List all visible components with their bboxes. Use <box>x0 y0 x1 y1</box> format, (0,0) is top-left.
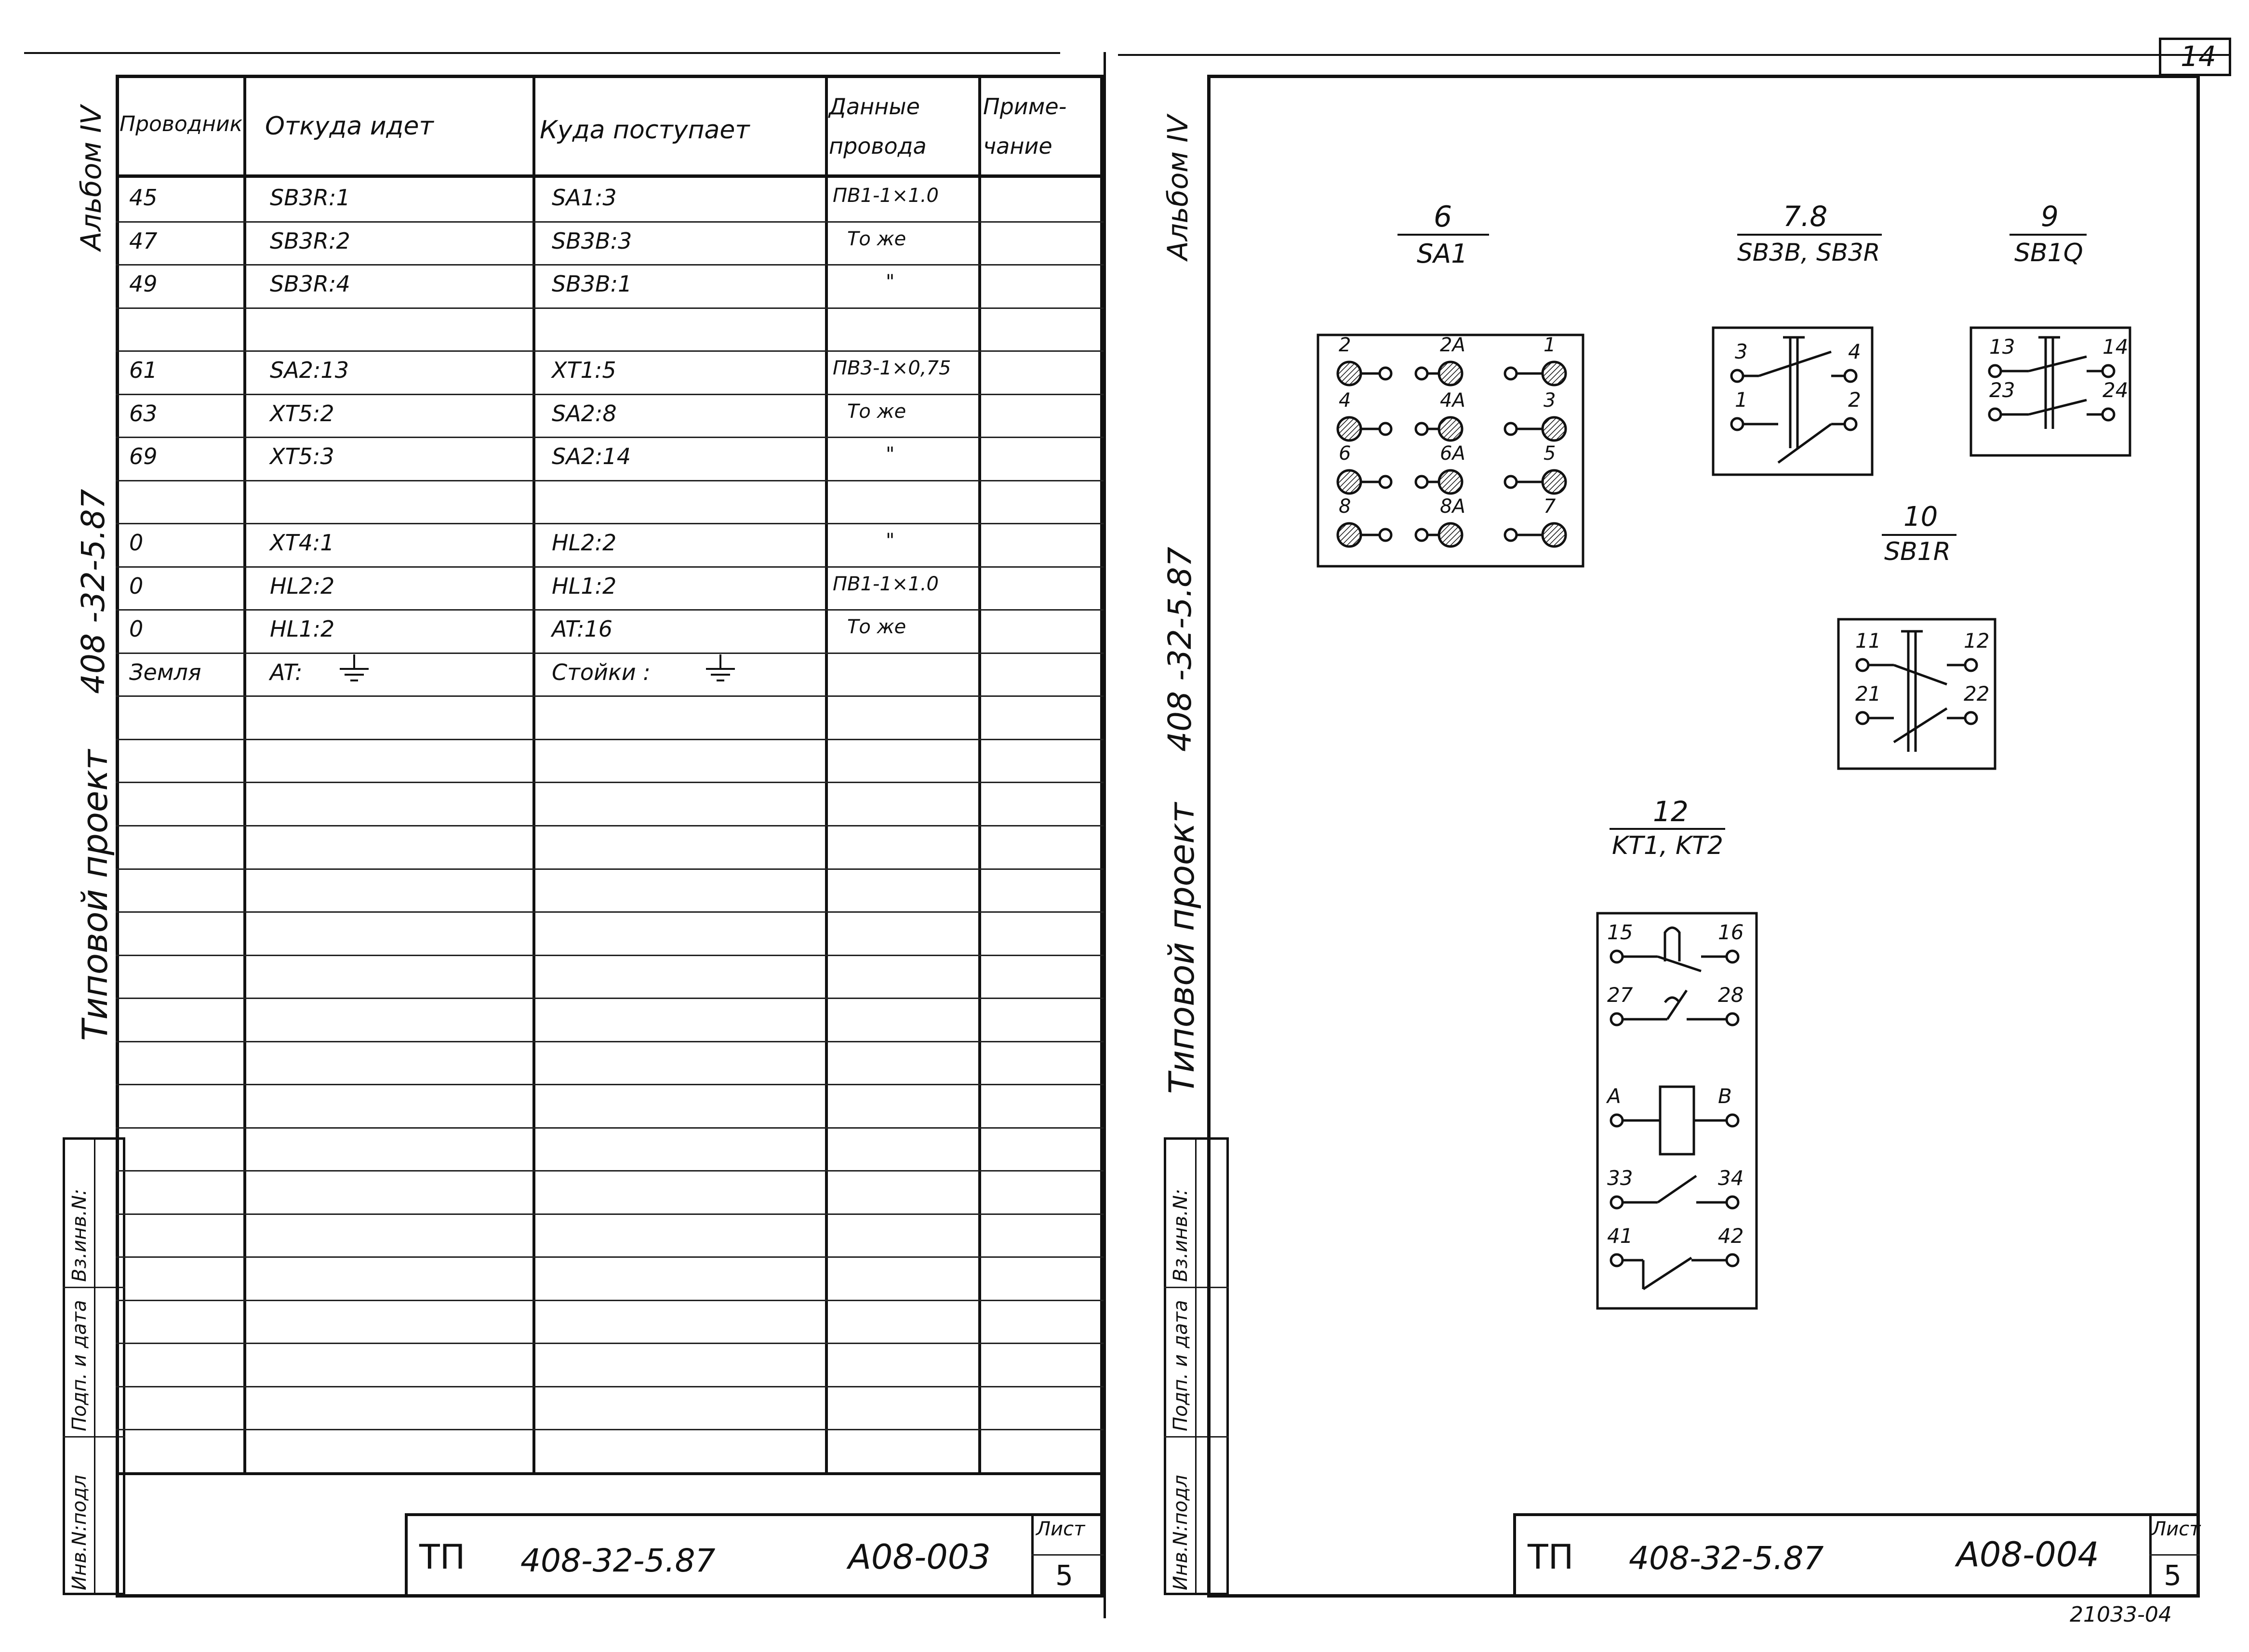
terminal-icon <box>1505 529 1517 541</box>
col-header-to: Куда поступает <box>540 116 750 145</box>
terminal-icon <box>1505 423 1517 435</box>
terminal-label: 14 <box>2103 335 2129 359</box>
terminal-label: 23 <box>1989 378 2015 402</box>
terminal-icon <box>1965 659 1977 671</box>
table-cell: 63 <box>129 400 158 426</box>
terminal-label: 8A <box>1440 495 1465 518</box>
top-sheet-number: 14 <box>2181 40 2216 73</box>
table-cell: 69 <box>129 443 158 469</box>
left-side-label-inv: Инв.N:подл <box>68 1475 91 1590</box>
table-cell: SB3B:1 <box>552 271 632 297</box>
device-78-num: 7.8 <box>1783 200 1828 233</box>
terminal-label: 27 <box>1607 983 1633 1007</box>
terminal-icon <box>1989 409 2001 420</box>
right-side-label-inv: Инв.N:подл <box>1170 1475 1192 1590</box>
table-cell: " <box>886 271 895 293</box>
table-cell: " <box>886 443 895 466</box>
col-header-from: Откуда идет <box>265 112 434 141</box>
left-stamp-prefix: ТП <box>419 1537 466 1577</box>
terminal-label: 2 <box>1848 388 1861 412</box>
table-cell: SB3R:1 <box>270 185 350 211</box>
terminal-icon <box>1505 368 1517 379</box>
terminal-icon <box>2103 365 2114 377</box>
terminal-icon <box>1416 368 1427 379</box>
right-margin-album: Альбом IV <box>1161 115 1194 260</box>
terminal-label: 3 <box>1735 340 1748 363</box>
terminal-icon <box>1845 370 1856 382</box>
terminal-label: 2A <box>1440 334 1465 356</box>
terminal-icon <box>1727 1115 1738 1126</box>
terminal-icon <box>1727 1254 1738 1266</box>
terminal-label: А <box>1607 1084 1621 1108</box>
table-cell: AT:16 <box>552 616 613 642</box>
terminal-label: 6A <box>1440 442 1465 465</box>
table-cell: HL2:2 <box>270 573 335 599</box>
left-margin-project: Типовой проект <box>75 749 115 1041</box>
device-9-num: 9 <box>2041 200 2059 233</box>
table-cell: Стойки : <box>552 659 651 685</box>
table-cell: То же <box>847 616 906 638</box>
terminal-icon <box>1727 1197 1738 1208</box>
table-cell: ПВ3-1×0,75 <box>833 357 951 379</box>
right-side-label-vz: Вз.инв.N: <box>1170 1188 1192 1282</box>
terminal-label: 6 <box>1339 442 1351 465</box>
hatched-terminal-icon <box>1338 417 1361 440</box>
terminal-label: 4 <box>1848 340 1861 363</box>
table-cell: SA2:13 <box>270 357 349 383</box>
table-cell: HL1:2 <box>552 573 617 599</box>
terminal-icon <box>1611 951 1623 962</box>
hatched-terminal-icon <box>1543 523 1566 546</box>
device-6-num: 6 <box>1434 200 1452 234</box>
table-cell: 49 <box>129 271 158 297</box>
terminal-icon <box>1727 1013 1738 1025</box>
table-cell: SA1:3 <box>552 185 617 211</box>
table-cell: 0 <box>129 573 144 599</box>
device-12-num: 12 <box>1653 795 1689 828</box>
table-cell: XT5:3 <box>270 443 334 469</box>
terminal-icon <box>1731 418 1743 430</box>
terminal-icon <box>1416 476 1427 488</box>
hatched-terminal-icon <box>1338 470 1361 493</box>
table-cell: То же <box>847 228 906 250</box>
right-stamp-sheet-label: Лист <box>2152 1518 2201 1540</box>
terminal-icon <box>1611 1115 1623 1126</box>
terminal-icon <box>1857 712 1868 724</box>
device-12-ref: KT1, KT2 <box>1612 831 1723 860</box>
table-cell: 61 <box>129 357 158 383</box>
device-6-ref: SA1 <box>1417 239 1468 269</box>
terminal-icon <box>1611 1013 1623 1025</box>
terminal-icon <box>1857 659 1868 671</box>
terminal-label: 33 <box>1607 1166 1633 1190</box>
table-cell: 45 <box>129 185 158 211</box>
terminal-label: 42 <box>1718 1224 1744 1248</box>
terminal-icon <box>1380 368 1391 379</box>
terminal-icon <box>1989 365 2001 377</box>
terminal-icon <box>1845 418 1856 430</box>
table-cell: HL1:2 <box>270 616 335 642</box>
terminal-icon <box>1611 1197 1623 1208</box>
col-header-wire-data: Данные провода <box>829 93 927 159</box>
terminal-icon <box>1965 712 1977 724</box>
terminal-label: 4 <box>1339 389 1351 412</box>
table-cell: SA2:8 <box>552 400 617 426</box>
terminal-label: 5 <box>1544 442 1556 465</box>
table-cell: ПВ1-1×1.0 <box>833 573 939 595</box>
left-margin-code: 408 -32-5.87 <box>75 489 112 694</box>
terminal-icon <box>1731 370 1743 382</box>
table-cell: SA2:14 <box>552 443 631 469</box>
right-stamp-sheet: 5 <box>2164 1559 2182 1592</box>
terminal-label: В <box>1718 1084 1732 1108</box>
device-10-ref: SB1R <box>1884 537 1951 566</box>
table-cell: " <box>886 530 895 552</box>
col-header-conductor: Проводник <box>120 112 243 136</box>
left-margin-album: Альбом IV <box>75 105 107 251</box>
table-cell: Земля <box>129 659 201 685</box>
hatched-terminal-icon <box>1439 523 1462 546</box>
device-78-ref: SB3B, SB3R <box>1737 239 1880 266</box>
terminal-label: 1 <box>1735 388 1748 412</box>
device-kt-box <box>1597 913 1757 1308</box>
table-cell: SB3B:3 <box>552 228 632 254</box>
table-cell: 47 <box>129 228 158 254</box>
table-cell: XT1:5 <box>552 357 616 383</box>
left-stamp-sheet-label: Лист <box>1036 1518 1085 1540</box>
device-10-num: 10 <box>1903 501 1938 533</box>
terminal-label: 1 <box>1544 334 1556 356</box>
terminal-label: 7 <box>1544 495 1556 518</box>
left-stamp-sheet: 5 <box>1055 1559 1073 1592</box>
terminal-label: 15 <box>1607 920 1633 944</box>
col-header-note: Приме-чание <box>983 93 1067 159</box>
terminal-label: 21 <box>1855 682 1881 706</box>
terminal-icon <box>1416 423 1427 435</box>
terminal-label: 28 <box>1718 983 1744 1007</box>
terminal-label: 41 <box>1607 1224 1633 1248</box>
terminal-label: 11 <box>1855 629 1881 653</box>
table-cell: XT5:2 <box>270 400 334 426</box>
device-9-ref: SB1Q <box>2014 239 2083 267</box>
terminal-icon <box>1727 951 1738 962</box>
table-cell: SB3R:4 <box>270 271 350 297</box>
table-cell: SB3R:2 <box>270 228 350 254</box>
table-cell: AT: <box>270 659 303 685</box>
left-side-label-sign: Подп. и дата <box>68 1300 91 1431</box>
table-cell: То же <box>847 400 906 423</box>
right-margin-code: 408 -32-5.87 <box>1161 546 1198 752</box>
right-stamp-code: 408-32-5.87 <box>1629 1540 1824 1577</box>
left-stamp-code: 408-32-5.87 <box>520 1542 716 1579</box>
right-stamp-doc: А08-004 <box>1956 1535 2099 1574</box>
terminal-label: 2 <box>1339 334 1351 356</box>
terminal-icon <box>1380 529 1391 541</box>
hatched-terminal-icon <box>1439 417 1462 440</box>
terminal-icon <box>1380 423 1391 435</box>
terminal-label: 13 <box>1989 335 2015 359</box>
terminal-label: 24 <box>2103 378 2129 402</box>
coil-icon <box>1660 1087 1694 1154</box>
left-side-label-vz: Вз.инв.N: <box>68 1188 91 1282</box>
hatched-terminal-icon <box>1338 523 1361 546</box>
bottom-right-code: 21033-04 <box>2070 1602 2172 1627</box>
left-stamp-doc: А08-003 <box>848 1537 991 1577</box>
terminal-icon <box>1416 529 1427 541</box>
terminal-label: 16 <box>1718 920 1744 944</box>
table-cell: ПВ1-1×1.0 <box>833 185 939 207</box>
hatched-terminal-icon <box>1543 417 1566 440</box>
hatched-terminal-icon <box>1543 470 1566 493</box>
terminal-icon <box>2103 409 2114 420</box>
hatched-terminal-icon <box>1338 362 1361 385</box>
hatched-terminal-icon <box>1543 362 1566 385</box>
terminal-label: 34 <box>1718 1166 1744 1190</box>
hatched-terminal-icon <box>1439 362 1462 385</box>
right-side-label-sign: Подп. и дата <box>1170 1300 1192 1431</box>
table-cell: 0 <box>129 530 144 556</box>
terminal-label: 8 <box>1339 495 1351 518</box>
terminal-icon <box>1611 1254 1623 1266</box>
table-cell: HL2:2 <box>552 530 617 556</box>
terminal-icon <box>1380 476 1391 488</box>
terminal-label: 12 <box>1964 629 1990 653</box>
terminal-icon <box>1505 476 1517 488</box>
right-stamp-prefix: ТП <box>1528 1537 1574 1577</box>
terminal-label: 22 <box>1964 682 1990 706</box>
table-cell: 0 <box>129 616 144 642</box>
hatched-terminal-icon <box>1439 470 1462 493</box>
table-cell: XT4:1 <box>270 530 334 556</box>
terminal-label: 4A <box>1440 389 1465 412</box>
right-margin-project: Типовой проект <box>1161 802 1202 1094</box>
terminal-label: 3 <box>1544 389 1556 412</box>
